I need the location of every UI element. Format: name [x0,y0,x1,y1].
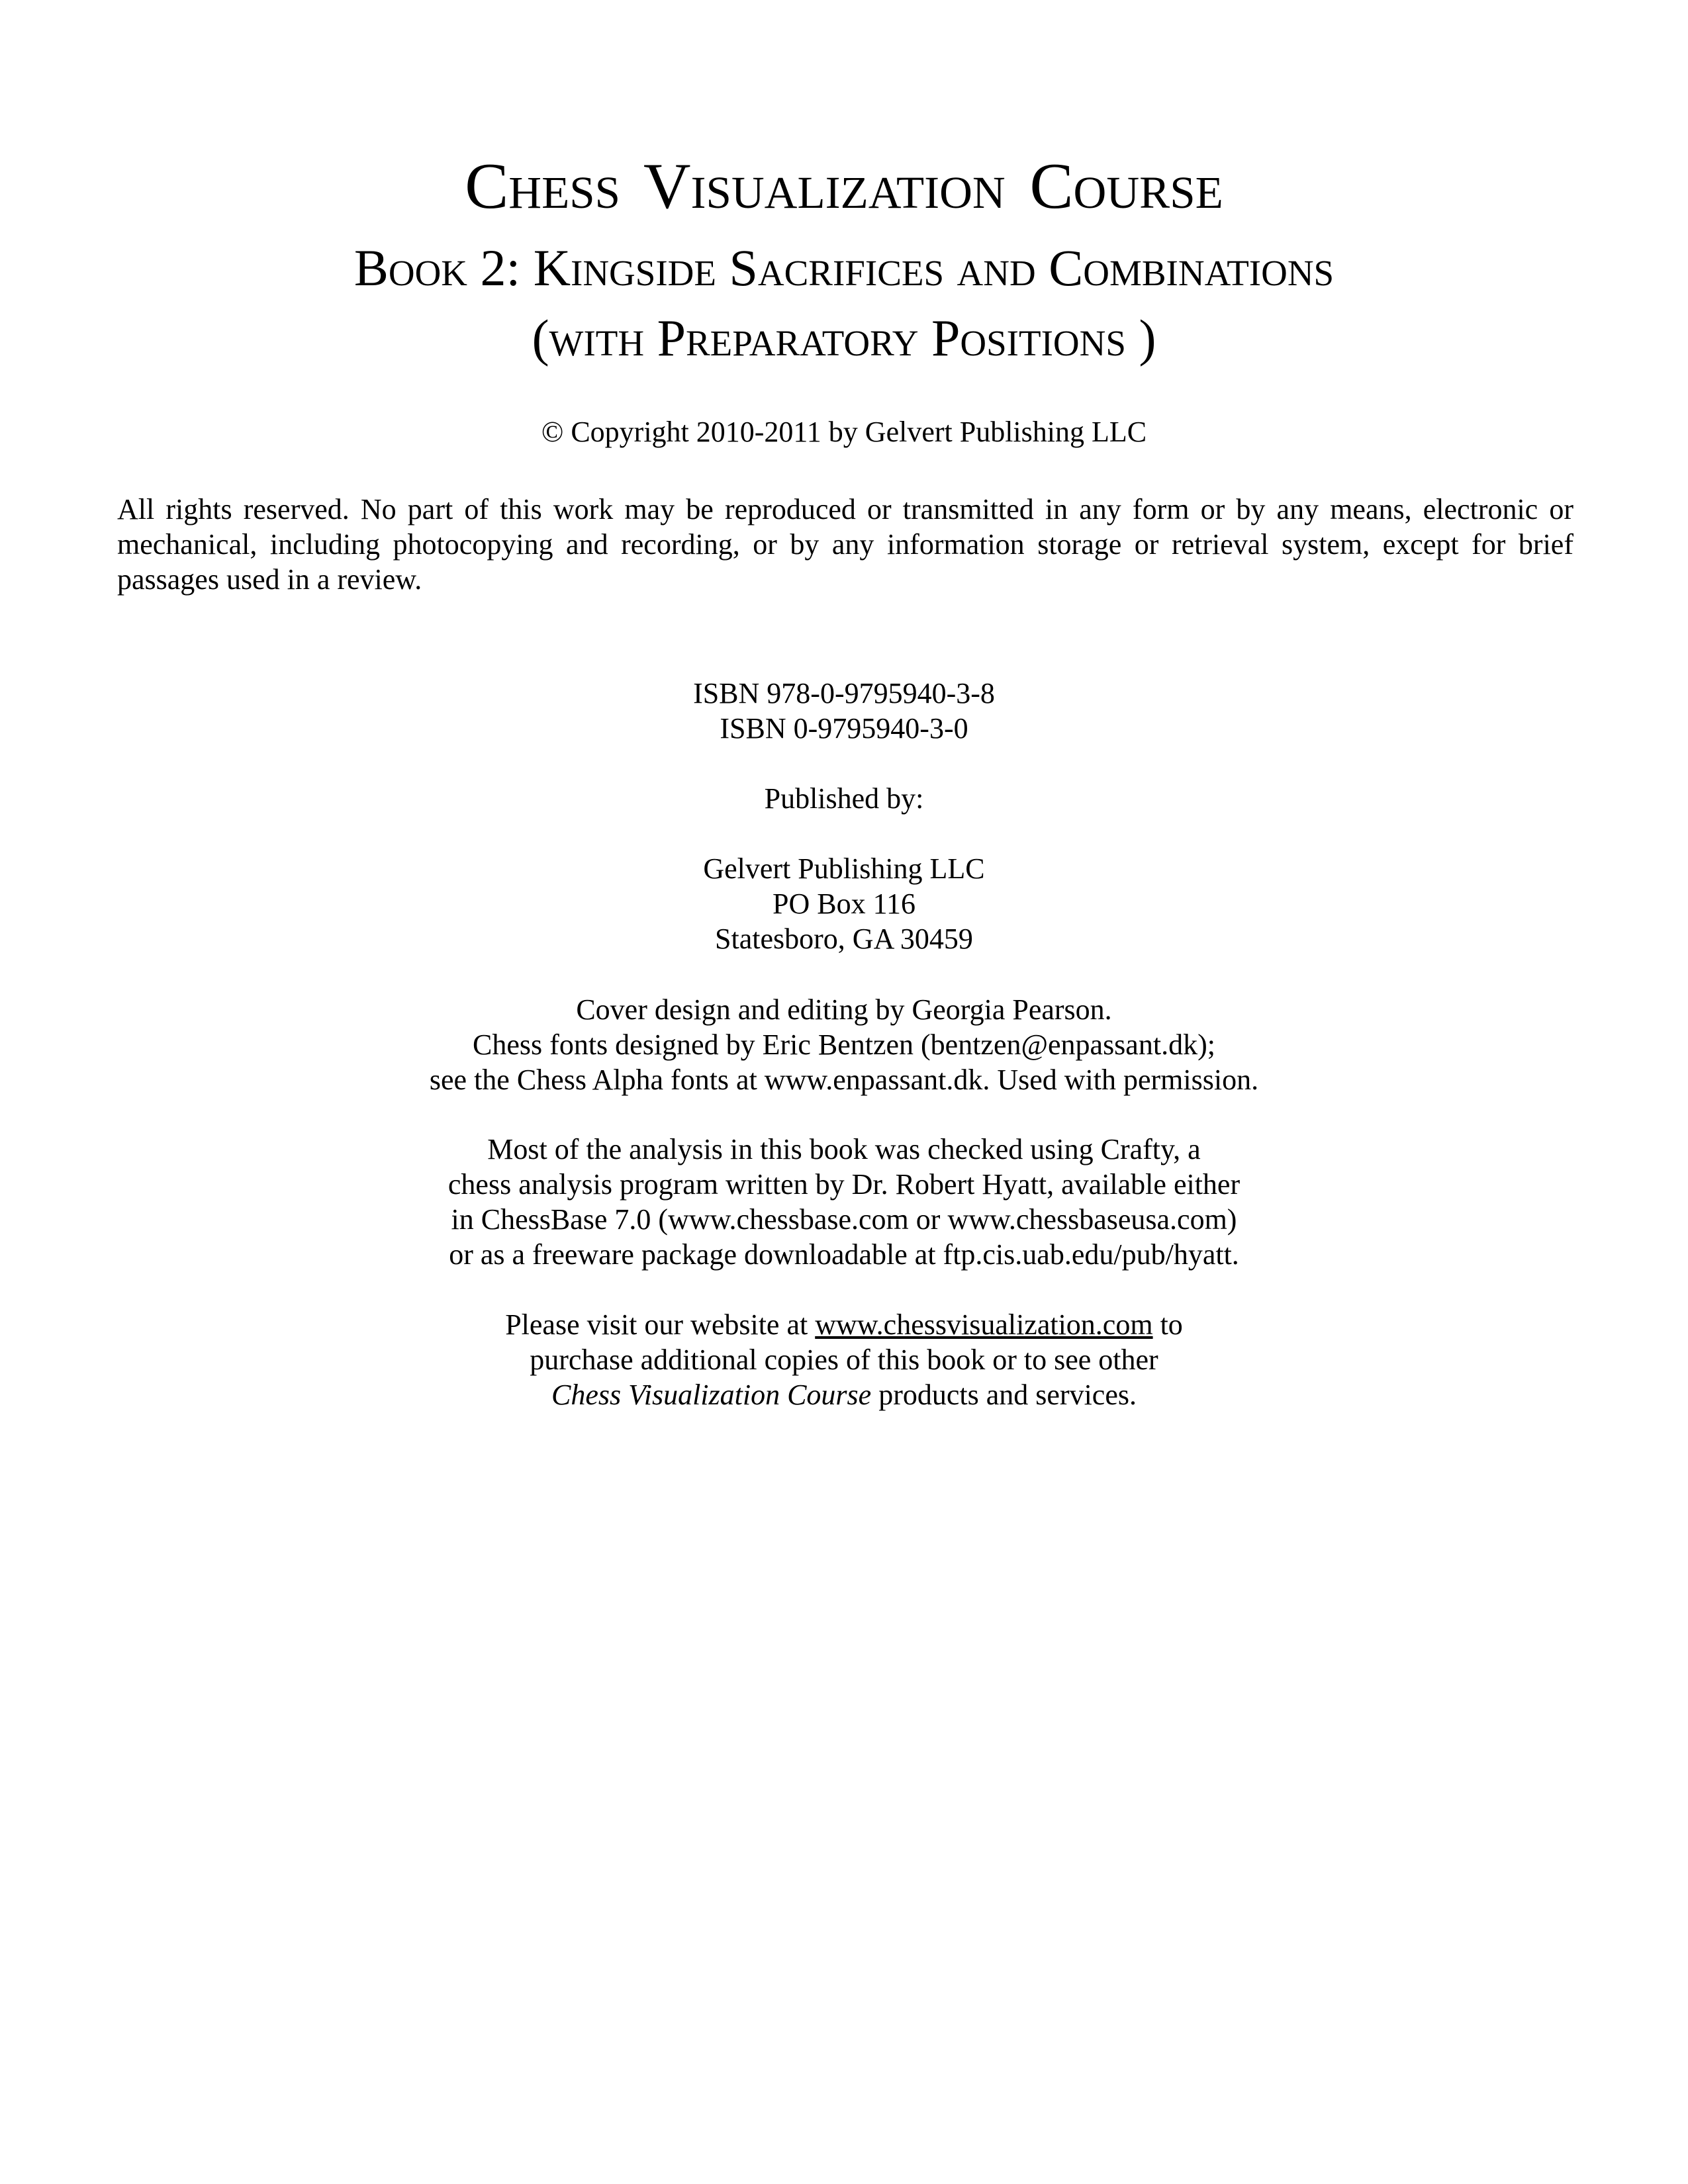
copyright-notice: © Copyright 2010-2011 by Gelvert Publishing LLC [541,416,1147,448]
credits-line-1: Cover design and editing by Georgia Pearson. [576,993,1112,1026]
published-by-label: Published by: [764,782,924,815]
analysis-line-4: or as a freeware package downloadable at ftp.cis.uab.edu/pub/hyatt. [449,1238,1239,1271]
website-link[interactable]: www.chessvisualization.com [815,1308,1153,1341]
website-line-1 [0,1307,1688,1342]
credits-block [0,992,1688,1097]
publisher-po-box: PO Box 116 [773,887,915,920]
rights-reserved-paragraph: All rights reserved. No part of this work may be reproduced or transmitted in any form or by any means, electronic or mechanical, including photocopying and recording, or by any information storage or retrieval system, except for brief passages used in a review. [117,493,1573,596]
credits-line-2: Chess fonts designed by Eric Bentzen (bentzen@enpassant.dk); [473,1028,1215,1061]
publisher-address [0,851,1688,956]
website-block [0,1307,1688,1412]
title-line-1: Chess Visualization Course [465,150,1223,222]
title-line-2: Book 2: Kingside Sacrifices and Combinations [353,239,1335,296]
analysis-line-2: chess analysis program written by Dr. Robert Hyatt, available either [447,1168,1241,1201]
website-line-3-suffix: products and services. [871,1379,1137,1411]
course-title-italic: Chess Visualization Course [551,1379,872,1411]
isbn-13: ISBN 978-0-9795940-3-8 [693,677,995,709]
website-line-3 [0,1377,1688,1412]
website-suffix: to [1152,1308,1183,1341]
credits-line-3: see the Chess Alpha fonts at www.enpassant.dk. Used with permission. [429,1064,1259,1096]
publisher-city: Statesboro, GA 30459 [715,923,973,955]
analysis-line-3: in ChessBase 7.0 (www.chessbase.com or www.chessbaseusa.com) [451,1203,1237,1236]
analysis-block [0,1132,1688,1272]
website-line-2: purchase additional copies of this book or to see other [530,1343,1158,1376]
publisher-name: Gelvert Publishing LLC [703,852,985,885]
title-line-3: (with Preparatory Positions ) [532,309,1156,367]
isbn-10: ISBN 0-9795940-3-0 [720,712,968,745]
analysis-line-1: Most of the analysis in this book was checked using Crafty, a [487,1133,1201,1165]
book-title [0,147,1688,373]
website-prefix: Please visit our website at [505,1308,816,1341]
isbn-block [0,676,1688,746]
